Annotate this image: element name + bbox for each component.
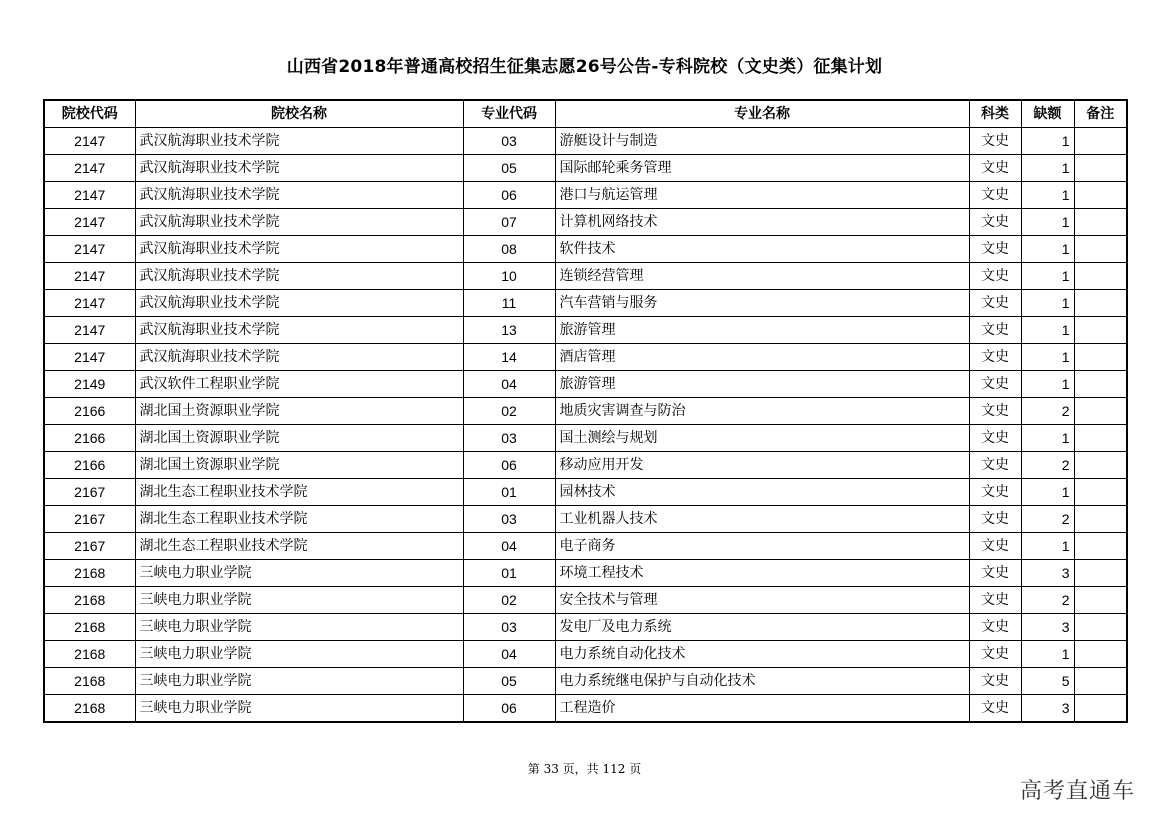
table-row (44, 209, 1127, 236)
cell-category: 文史 (969, 425, 1021, 452)
cell-category: 文史 (969, 290, 1021, 317)
cell-school-code: 2167 (44, 479, 135, 506)
cell-major-name: 移动应用开发 (555, 452, 969, 479)
header-vacancy: 缺额 (1021, 100, 1074, 128)
cell-major-code: 03 (463, 614, 555, 641)
cell-major-code: 14 (463, 344, 555, 371)
cell-major-code: 06 (463, 182, 555, 209)
table-row (44, 236, 1127, 263)
cell-school-code: 2168 (44, 560, 135, 587)
cell-major-code: 10 (463, 263, 555, 290)
cell-school-name: 三峡电力职业学院 (135, 668, 463, 695)
cell-note (1074, 128, 1127, 155)
cell-note (1074, 668, 1127, 695)
cell-school-code: 2147 (44, 344, 135, 371)
cell-major-code: 01 (463, 560, 555, 587)
cell-school-code: 2168 (44, 695, 135, 723)
cell-note (1074, 371, 1127, 398)
watermark-logo-text: 高考直通车 (1020, 779, 1136, 804)
cell-note (1074, 209, 1127, 236)
cell-vacancy: 1 (1021, 209, 1074, 236)
cell-vacancy: 2 (1021, 587, 1074, 614)
cell-vacancy: 1 (1021, 641, 1074, 668)
cell-category: 文史 (969, 695, 1021, 723)
cell-major-code: 13 (463, 317, 555, 344)
cell-major-name: 电力系统继电保护与自动化技术 (555, 668, 969, 695)
table-row (44, 182, 1127, 209)
cell-category: 文史 (969, 452, 1021, 479)
table-row (44, 641, 1127, 668)
cell-vacancy: 3 (1021, 560, 1074, 587)
cell-major-name: 软件技术 (555, 236, 969, 263)
cell-school-code: 2147 (44, 155, 135, 182)
cell-major-name: 港口与航运管理 (555, 182, 969, 209)
cell-vacancy: 1 (1021, 182, 1074, 209)
table-row (44, 695, 1127, 723)
cell-school-name: 三峡电力职业学院 (135, 560, 463, 587)
cell-school-code: 2149 (44, 371, 135, 398)
cell-major-code: 07 (463, 209, 555, 236)
table-row (44, 371, 1127, 398)
table-row (44, 317, 1127, 344)
cell-note (1074, 452, 1127, 479)
cell-major-code: 01 (463, 479, 555, 506)
cell-school-code: 2147 (44, 128, 135, 155)
cell-school-name: 湖北国土资源职业学院 (135, 398, 463, 425)
header-row (44, 100, 1127, 128)
cell-category: 文史 (969, 236, 1021, 263)
cell-note (1074, 695, 1127, 723)
cell-school-code: 2167 (44, 533, 135, 560)
cell-note (1074, 155, 1127, 182)
table-header (44, 100, 1127, 128)
cell-school-name: 武汉航海职业技术学院 (135, 236, 463, 263)
cell-category: 文史 (969, 344, 1021, 371)
cell-major-code: 08 (463, 236, 555, 263)
cell-school-name: 武汉航海职业技术学院 (135, 128, 463, 155)
cell-category: 文史 (969, 155, 1021, 182)
cell-category: 文史 (969, 209, 1021, 236)
header-major-code: 专业代码 (463, 100, 555, 128)
cell-major-name: 计算机网络技术 (555, 209, 969, 236)
cell-category: 文史 (969, 263, 1021, 290)
cell-school-code: 2167 (44, 506, 135, 533)
cell-category: 文史 (969, 560, 1021, 587)
cell-school-code: 2168 (44, 641, 135, 668)
cell-vacancy: 2 (1021, 452, 1074, 479)
cell-major-name: 旅游管理 (555, 317, 969, 344)
cell-note (1074, 344, 1127, 371)
table-row (44, 425, 1127, 452)
table-row (44, 155, 1127, 182)
header-major-name: 专业名称 (555, 100, 969, 128)
cell-school-code: 2147 (44, 317, 135, 344)
header-category: 科类 (969, 100, 1021, 128)
cell-category: 文史 (969, 317, 1021, 344)
cell-major-code: 04 (463, 641, 555, 668)
cell-major-name: 连锁经营管理 (555, 263, 969, 290)
table-row (44, 587, 1127, 614)
cell-vacancy: 3 (1021, 695, 1074, 723)
cell-school-code: 2147 (44, 182, 135, 209)
cell-note (1074, 398, 1127, 425)
cell-vacancy: 1 (1021, 155, 1074, 182)
cell-school-name: 三峡电力职业学院 (135, 641, 463, 668)
cell-major-code: 05 (463, 155, 555, 182)
cell-school-name: 三峡电力职业学院 (135, 614, 463, 641)
cell-vacancy: 1 (1021, 236, 1074, 263)
cell-major-name: 工程造价 (555, 695, 969, 723)
cell-school-code: 2147 (44, 236, 135, 263)
cell-note (1074, 290, 1127, 317)
table-row (44, 452, 1127, 479)
cell-vacancy: 1 (1021, 344, 1074, 371)
cell-school-code: 2168 (44, 587, 135, 614)
page-title: 山西省2018年普通高校招生征集志愿26号公告-专科院校（文史类）征集计划 (286, 57, 883, 77)
cell-note (1074, 641, 1127, 668)
cell-major-name: 安全技术与管理 (555, 587, 969, 614)
cell-category: 文史 (969, 587, 1021, 614)
cell-note (1074, 425, 1127, 452)
cell-major-name: 汽车营销与服务 (555, 290, 969, 317)
cell-major-name: 发电厂及电力系统 (555, 614, 969, 641)
cell-major-name: 电力系统自动化技术 (555, 641, 969, 668)
cell-vacancy: 2 (1021, 506, 1074, 533)
table-row (44, 263, 1127, 290)
cell-major-code: 11 (463, 290, 555, 317)
enrollment-plan-table (43, 99, 1128, 723)
cell-category: 文史 (969, 668, 1021, 695)
page-number: 第 33 页，共 112 页 (527, 762, 642, 776)
cell-vacancy: 1 (1021, 290, 1074, 317)
cell-major-name: 电子商务 (555, 533, 969, 560)
table-row (44, 344, 1127, 371)
cell-school-code: 2168 (44, 614, 135, 641)
table-row (44, 533, 1127, 560)
cell-category: 文史 (969, 128, 1021, 155)
cell-school-name: 湖北生态工程职业技术学院 (135, 533, 463, 560)
cell-major-code: 05 (463, 668, 555, 695)
cell-category: 文史 (969, 641, 1021, 668)
cell-major-name: 旅游管理 (555, 371, 969, 398)
cell-school-name: 武汉航海职业技术学院 (135, 317, 463, 344)
table-body (44, 128, 1127, 723)
cell-note (1074, 317, 1127, 344)
table-row (44, 290, 1127, 317)
cell-school-name: 武汉航海职业技术学院 (135, 290, 463, 317)
table-row (44, 668, 1127, 695)
cell-vacancy: 3 (1021, 614, 1074, 641)
cell-vacancy: 1 (1021, 425, 1074, 452)
header-school-name: 院校名称 (135, 100, 463, 128)
table-row (44, 128, 1127, 155)
cell-vacancy: 1 (1021, 317, 1074, 344)
cell-major-name: 游艇设计与制造 (555, 128, 969, 155)
cell-school-code: 2166 (44, 398, 135, 425)
cell-major-code: 06 (463, 452, 555, 479)
cell-school-code: 2166 (44, 425, 135, 452)
cell-school-name: 三峡电力职业学院 (135, 695, 463, 723)
cell-note (1074, 587, 1127, 614)
cell-note (1074, 182, 1127, 209)
cell-major-code: 04 (463, 533, 555, 560)
cell-vacancy: 2 (1021, 398, 1074, 425)
cell-major-code: 03 (463, 128, 555, 155)
cell-major-name: 国际邮轮乘务管理 (555, 155, 969, 182)
cell-category: 文史 (969, 506, 1021, 533)
cell-vacancy: 5 (1021, 668, 1074, 695)
table-row (44, 398, 1127, 425)
cell-school-name: 湖北国土资源职业学院 (135, 425, 463, 452)
cell-category: 文史 (969, 614, 1021, 641)
header-school-code: 院校代码 (44, 100, 135, 128)
cell-major-name: 酒店管理 (555, 344, 969, 371)
cell-note (1074, 479, 1127, 506)
cell-major-name: 工业机器人技术 (555, 506, 969, 533)
cell-school-name: 三峡电力职业学院 (135, 587, 463, 614)
cell-note (1074, 236, 1127, 263)
cell-major-name: 国土测绘与规划 (555, 425, 969, 452)
table-row (44, 479, 1127, 506)
cell-school-code: 2147 (44, 290, 135, 317)
cell-school-name: 武汉航海职业技术学院 (135, 155, 463, 182)
cell-major-code: 04 (463, 371, 555, 398)
cell-major-code: 02 (463, 398, 555, 425)
cell-major-name: 园林技术 (555, 479, 969, 506)
cell-category: 文史 (969, 371, 1021, 398)
cell-major-name: 地质灾害调查与防治 (555, 398, 969, 425)
cell-note (1074, 506, 1127, 533)
cell-major-name: 环境工程技术 (555, 560, 969, 587)
cell-school-name: 湖北生态工程职业技术学院 (135, 479, 463, 506)
cell-school-name: 武汉航海职业技术学院 (135, 263, 463, 290)
cell-school-name: 武汉软件工程职业学院 (135, 371, 463, 398)
cell-vacancy: 1 (1021, 479, 1074, 506)
cell-note (1074, 560, 1127, 587)
cell-major-code: 03 (463, 425, 555, 452)
cell-school-code: 2147 (44, 209, 135, 236)
cell-note (1074, 263, 1127, 290)
cell-school-code: 2147 (44, 263, 135, 290)
cell-vacancy: 1 (1021, 128, 1074, 155)
header-note: 备注 (1074, 100, 1127, 128)
cell-school-code: 2168 (44, 668, 135, 695)
cell-school-name: 武汉航海职业技术学院 (135, 182, 463, 209)
cell-major-code: 03 (463, 506, 555, 533)
table-row (44, 560, 1127, 587)
cell-note (1074, 533, 1127, 560)
cell-school-code: 2166 (44, 452, 135, 479)
cell-vacancy: 1 (1021, 533, 1074, 560)
cell-note (1074, 614, 1127, 641)
cell-school-name: 湖北生态工程职业技术学院 (135, 506, 463, 533)
cell-major-code: 06 (463, 695, 555, 723)
cell-school-name: 湖北国土资源职业学院 (135, 452, 463, 479)
cell-category: 文史 (969, 398, 1021, 425)
cell-vacancy: 1 (1021, 371, 1074, 398)
cell-category: 文史 (969, 182, 1021, 209)
cell-school-name: 武汉航海职业技术学院 (135, 344, 463, 371)
cell-school-name: 武汉航海职业技术学院 (135, 209, 463, 236)
table-row (44, 506, 1127, 533)
cell-category: 文史 (969, 479, 1021, 506)
table-row (44, 614, 1127, 641)
cell-vacancy: 1 (1021, 263, 1074, 290)
cell-major-code: 02 (463, 587, 555, 614)
cell-category: 文史 (969, 533, 1021, 560)
